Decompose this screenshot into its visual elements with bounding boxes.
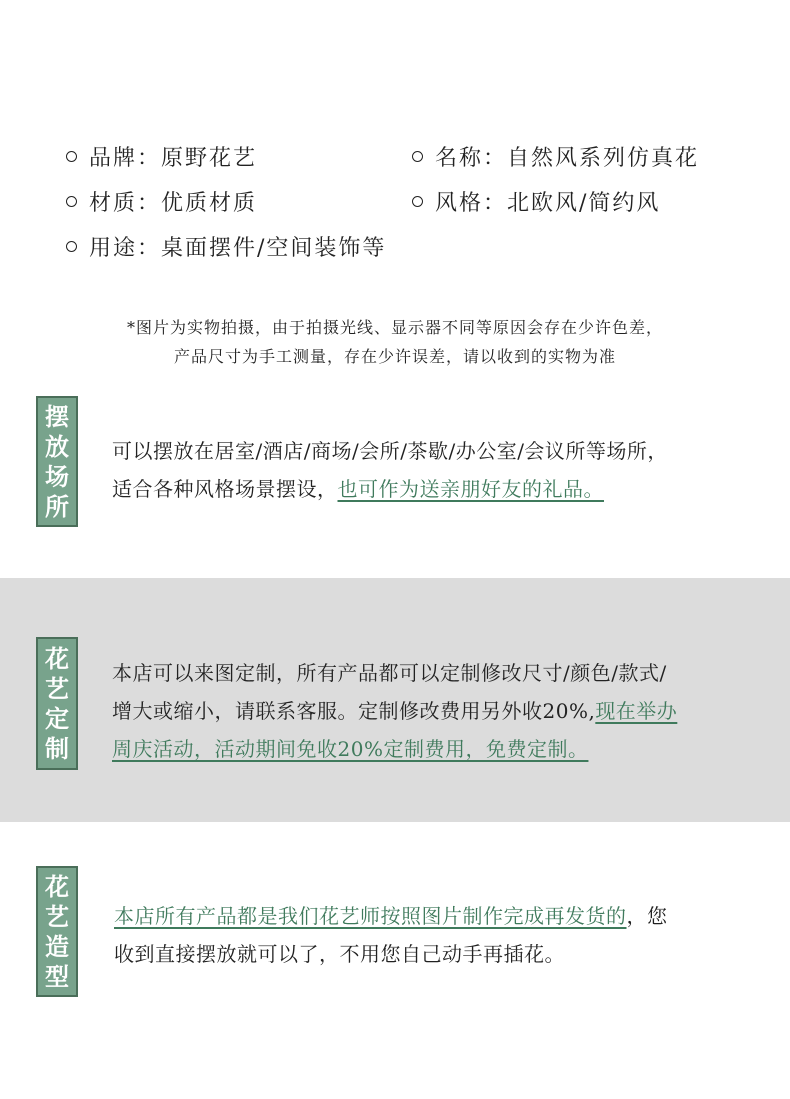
spec-name [412,141,699,172]
section-label-arrangement [36,866,78,997]
spec-text: 用途：桌面摆件/空间装饰等 [89,236,387,261]
label-char: 花 [45,871,69,901]
label-char: 造 [45,931,69,961]
placement-description [112,432,668,508]
spec-text: 风格：北欧风/简约风 [435,191,661,216]
placement-line-1: 可以摆放在居室/酒店/商场/会所/茶歇/办公室/会议所等场所， [112,439,668,463]
arrangement-line-1-text: ，您 [626,904,668,928]
promo-highlight-text: 现在举办 [595,699,678,723]
label-char: 制 [45,733,69,763]
circle-bullet-icon [66,151,77,162]
placement-line-2-text: 适合各种风格场景摆设， [112,477,338,501]
label-char: 型 [45,961,69,991]
customization-line-2-text: 增大或缩小，请联系客服。定制修改费用另外收20%, [112,699,596,723]
spec-style [412,186,660,217]
label-char: 场 [45,461,69,491]
label-char: 定 [45,703,69,733]
circle-bullet-icon [66,241,77,252]
section-label-customization [36,637,78,770]
customization-description [112,654,677,768]
customization-line-3 [112,730,677,768]
gift-highlight-text: 也可作为送亲朋好友的礼品。 [337,477,604,501]
spec-text: 名称：自然风系列仿真花 [435,146,700,171]
label-char: 花 [45,643,69,673]
circle-bullet-icon [412,196,423,207]
spec-usage [66,231,386,262]
handmade-highlight-text: 本店所有产品都是我们花艺师按照图片制作完成再发货的 [114,904,627,928]
disclaimer-line-2: 产品尺寸为手工测量，存在少许误差，请以收到的实物为准 [173,347,616,366]
label-char: 摆 [45,401,69,431]
disclaimer-line-1: *图片为实物拍摄，由于拍摄光线、显示器不同等原因会存在少许色差， [126,318,663,337]
circle-bullet-icon [66,196,77,207]
spec-material [66,186,257,217]
circle-bullet-icon [412,151,423,162]
customization-line-1: 本店可以来图定制，所有产品都可以定制修改尺寸/颜色/款式/ [112,661,667,685]
spec-text: 品牌：原野花艺 [89,146,258,171]
label-char: 放 [45,431,69,461]
section-label-placement [36,396,78,527]
customization-line-2 [112,692,677,730]
arrangement-line-1 [114,897,668,935]
arrangement-description [114,897,668,973]
placement-line-2 [112,470,668,508]
label-char: 所 [45,491,69,521]
promo-highlight-text-cont: 周庆活动，活动期间免收20%定制费用，免费定制。 [112,737,589,761]
spec-text: 材质：优质材质 [89,191,258,216]
arrangement-line-2: 收到直接摆放就可以了，不用您自己动手再插花。 [114,942,565,966]
spec-brand [66,141,257,172]
label-char: 艺 [45,673,69,703]
label-char: 艺 [45,901,69,931]
